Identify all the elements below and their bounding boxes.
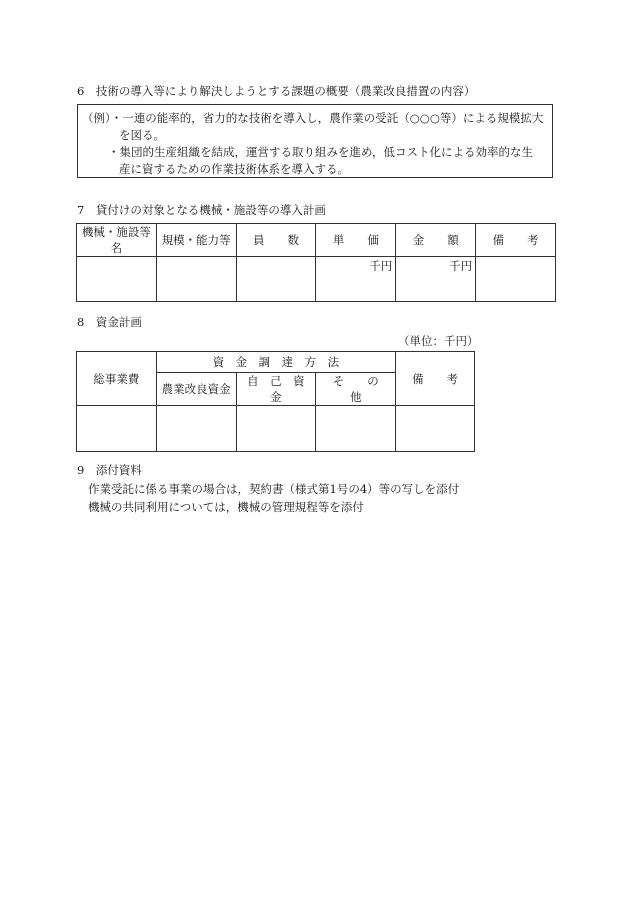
header-improvement-fund: 農業改良資金: [156, 373, 236, 406]
cell-scale-capacity[interactable]: [156, 257, 236, 302]
equipment-plan-table: [76, 223, 556, 302]
header-remarks: 備 考: [476, 224, 556, 257]
cell-equipment-name[interactable]: [77, 257, 157, 302]
section6-line4: 産に資するための作業技術体系を導入する。: [119, 162, 349, 176]
funding-plan-table: [76, 351, 475, 452]
amount-unit-label: 千円: [449, 259, 473, 273]
header-other-fund: そ の 他: [316, 373, 396, 406]
cell-improvement-fund[interactable]: [156, 406, 236, 452]
unit-note: （単位：千円）: [398, 334, 479, 348]
header-total-project-cost: 総事業費: [77, 352, 157, 406]
cell-unit-price[interactable]: [316, 257, 396, 302]
section7-heading: 7 貸付けの対象となる機械・施設等の導入計画: [77, 203, 326, 217]
cell-other-fund[interactable]: [316, 406, 396, 452]
header-quantity: 員 数: [236, 224, 316, 257]
header-funding-method: 資 金 調 達 方 法: [156, 352, 395, 373]
section8-heading: 8 資金計画: [77, 315, 142, 329]
cell-quantity[interactable]: [236, 257, 316, 302]
cell-amount[interactable]: [396, 257, 476, 302]
section9-heading: 9 添付資料: [77, 463, 142, 477]
header-unit-price: 単 価: [316, 224, 396, 257]
section6-heading: 6 技術の導入等により解決しようとする課題の概要（農業改良措置の内容）: [77, 84, 476, 98]
section6-line1: （例）・一連の能率的，省力的な技術を導入し，農作業の受託（○○○等）による規模拡大: [82, 111, 544, 125]
unit-price-unit-label: 千円: [369, 259, 393, 273]
cell-remarks[interactable]: [476, 257, 556, 302]
header-amount: 金 額: [396, 224, 476, 257]
header-scale-capacity: 規模・能力等: [156, 224, 236, 257]
attachment-item-2: 機械の共同利用については，機械の管理規程等を添付: [88, 500, 364, 514]
cell-funding-remarks[interactable]: [396, 406, 475, 452]
header-own-fund: 自 己 資 金: [236, 373, 316, 406]
header-funding-remarks: 備 考: [396, 352, 475, 406]
attachment-item-1: 作業受託に係る事業の場合は，契約書（様式第1号の4）等の写しを添付: [88, 482, 460, 496]
funding-table-body-row: [77, 406, 475, 452]
header-equipment-name: 機械・施設等名: [77, 224, 157, 257]
equipment-table-body-row: [77, 257, 556, 302]
cell-total-project-cost[interactable]: [77, 406, 157, 452]
cell-own-fund[interactable]: [236, 406, 316, 452]
section6-content-box: [77, 104, 553, 178]
section6-line3: ・集団的生産組織を結成，運営する取り組みを進め，低コスト化による効率的な生: [108, 145, 534, 159]
funding-table-header-row1: [77, 352, 475, 373]
equipment-table-header-row: [77, 224, 556, 257]
section6-line2: を図る。: [119, 128, 165, 142]
